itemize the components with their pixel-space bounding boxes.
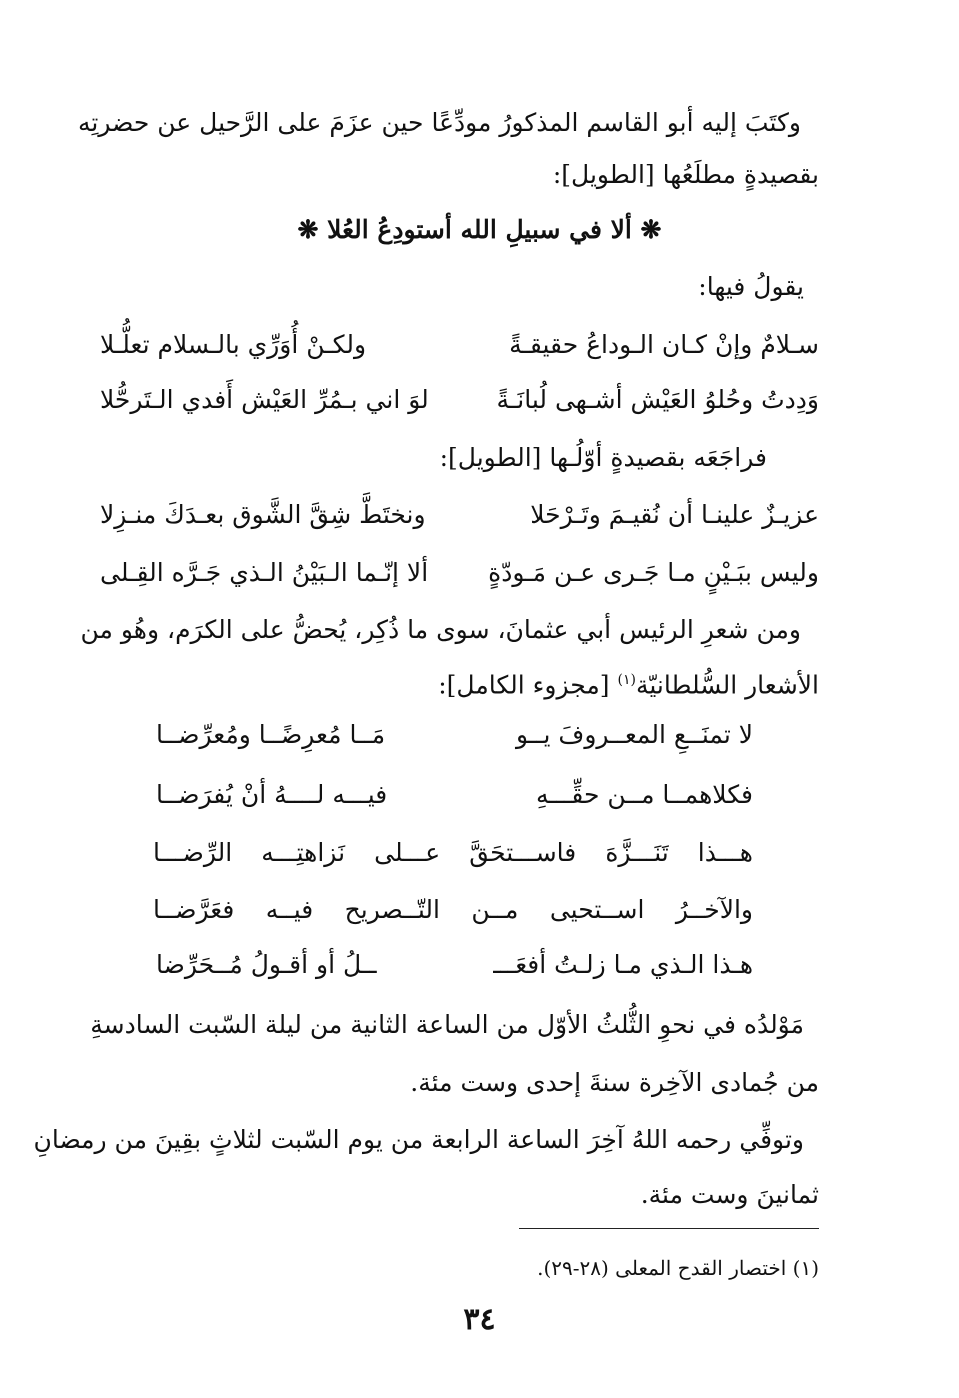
paragraph-4-line-2: ثمانينَ وست مئة. (640, 1180, 819, 1209)
poem-3-verse-3: هـــذا تَنَـــزَّهَ فاســـتحَقَّ عـــلى نَزاهتِـــه الرِّضـــا (153, 838, 753, 867)
poem-1-verse-1-right: سـلامٌ وإنْ كـان الـوداعُ حقيقـةً (509, 330, 819, 359)
poem-2-verse-1-left: ونختَطَّ شِقَّ الشَّوق بعـدَكَ منـزِلا (100, 500, 426, 529)
paragraph-2-line-2-text: الأشعار السُّلطانيّة (635, 670, 819, 700)
footnote-text: (١) اختصار القدح المعلى (٢٨-٢٩). (537, 1256, 819, 1280)
intro-2: فراجَعَه بقصيدةٍ أوّلُـها [الطويل]: (439, 443, 767, 472)
poem-1-verse-1-left: ولكـنْ أُوَرِّي بالـسلام تعلُّـلا (100, 330, 367, 359)
poem-2-verse-1-right: عزيـزٌ علينـا أن نُقيـمَ وتَـرْحَلا (530, 500, 819, 529)
poem-1-verse-2-right: وَدِدتُ وحُلوُ العَيْش أشـهى لُبانَـةً (496, 385, 819, 414)
intro-1: يقولُ فيها: (698, 272, 804, 301)
poem-3-verse-1-left: مَــا مُعرِضًــا ومُعرِّضــا (156, 720, 386, 749)
footnote-reference: (١) (617, 672, 636, 688)
poem-3-verse-5-right: هـذا الـذي مـا زلـتُ أفعَـــ (493, 950, 753, 979)
paragraph-2-meter: [مجزوء الكامل]: (438, 670, 618, 700)
footnote-divider (519, 1228, 819, 1229)
paragraph-4-line-1: وتوفِّي رحمه اللهُ آخِرَ الساعة الرابعة من يوم السّبت لثلاثٍ بقِينَ من رمضانِ (33, 1125, 804, 1154)
poem-3-verse-2-right: فكلاهمــا مــن حقِّـــهِ (535, 780, 753, 809)
paragraph-3-line-2: من جُمادى الآخِرة سنةَ إحدى وست مئة. (410, 1068, 819, 1097)
paragraph-2-line-1: ومن شعرِ الرئيس أبي عثمانَ، سوى ما ذُكِر، يُحضُّ على الكرَم، وهُو من (80, 615, 801, 644)
opening-verse: ❋ ألا في سبيلِ الله أستودِعُ العُلا ❋ (297, 215, 662, 244)
poem-3-verse-5-left: ــلُ أو أقـولُ مُــحَرِّضا (156, 950, 377, 979)
paragraph-2-line-2 (139, 660, 819, 700)
poem-3-verse-4: والآخــرُ اســتحيى مــن التّــصريح فيــه فعَرَّضــا (153, 895, 753, 924)
paragraph-1-line-1: وكتَبَ إليه أبو القاسم المذكورُ مودِّعًا حين عزَمَ على الرَّحيل عن حضرتِه (78, 108, 801, 137)
poem-2-verse-2-left: ألا إنّـما الـبَيْنُ الـذي جَـرَّه القِـلى (100, 558, 429, 587)
page-number: ٣٤ (463, 1302, 496, 1337)
paragraph-3-line-1: مَوْلدُه في نحوِ الثُّلثُ الأوّل من الساعة الثانية من ليلة السّبت السادسةِ (90, 1010, 804, 1039)
poem-3-verse-1-right: لا تمنَــعِ المعــروفَ يــو (515, 720, 753, 749)
poem-1-verse-2-left: لوَ اني بـمُرِّ العَيْش أَفدي الـتَرحُّلا (100, 385, 429, 414)
poem-3-verse-2-left: فيـــه لــــهُ أنْ يُفرَضــا (156, 780, 388, 809)
paragraph-1-line-2: بقصيدةٍ مطلَعُها [الطويل]: (552, 160, 819, 189)
poem-2-verse-2-right: وليس ببَـيْنٍ مـا جَـرى عـن مَـودّةٍ (488, 558, 819, 587)
